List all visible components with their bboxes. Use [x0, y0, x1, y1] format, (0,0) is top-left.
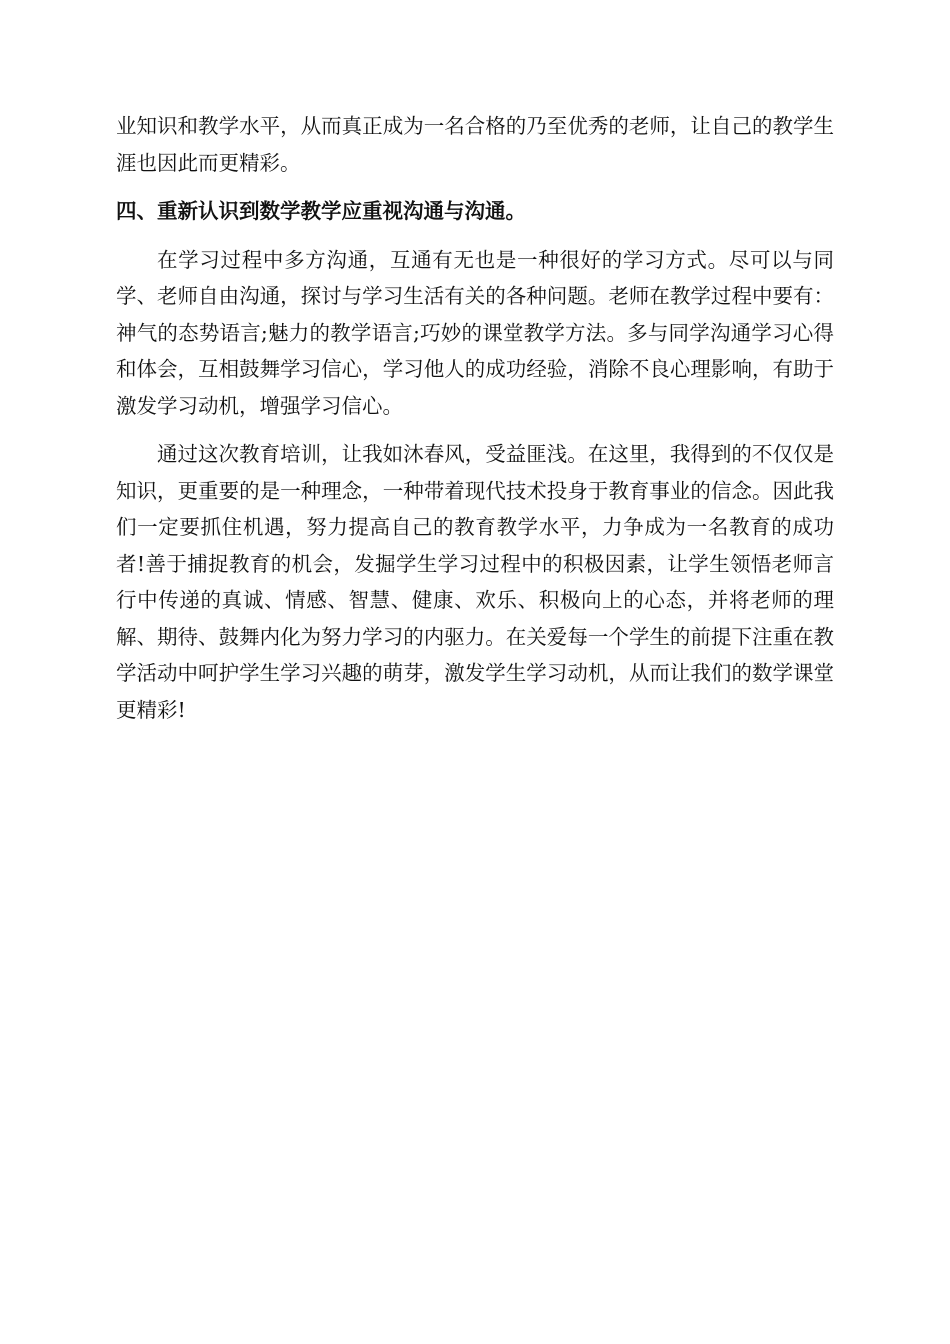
section-heading: 四、重新认识到数学教学应重视沟通与沟通。 — [116, 199, 526, 223]
paragraph-conclusion: 通过这次教育培训，让我如沐春风，受益匪浅。在这里，我得到的不仅仅是知识，更重要的是一种理念，一种带着现代技术投身于教育事业的信念。因此我们一定要抓住机遇，努力提高自己的教育教学水平，力争成为一名教育的成功者!善于捕捉教育的机会，发掘学生学习过程中的积极因素，让学生领悟老师言行中传递的真诚、情感、智慧、健康、欢乐、积极向上的心态，并将老师的理解、期待、鼓舞内化为努力学习的内驱力。在关爱每一个学生的前提下注重在教学活动中呵护学生学习兴趣的萌芽，激发学生学习动机，从而让我们的数学课堂更精彩! — [116, 442, 834, 722]
document-body — [116, 108, 834, 740]
paragraph-communication: 在学习过程中多方沟通，互通有无也是一种很好的学习方式。尽可以与同学、老师自由沟通，探讨与学习生活有关的各种问题。老师在教学过程中要有：神气的态势语言;魅力的教学语言;巧妙的课堂教学方法。多与同学沟通学习心得和体会，互相鼓舞学习信心，学习他人的成功经验，消除不良心理影响，有助于激发学习动机，增强学习信心。 — [116, 247, 834, 418]
paragraph-continuation: 业知识和教学水平，从而真正成为一名合格的乃至优秀的老师，让自己的教学生涯也因此而更精彩。 — [116, 114, 834, 175]
